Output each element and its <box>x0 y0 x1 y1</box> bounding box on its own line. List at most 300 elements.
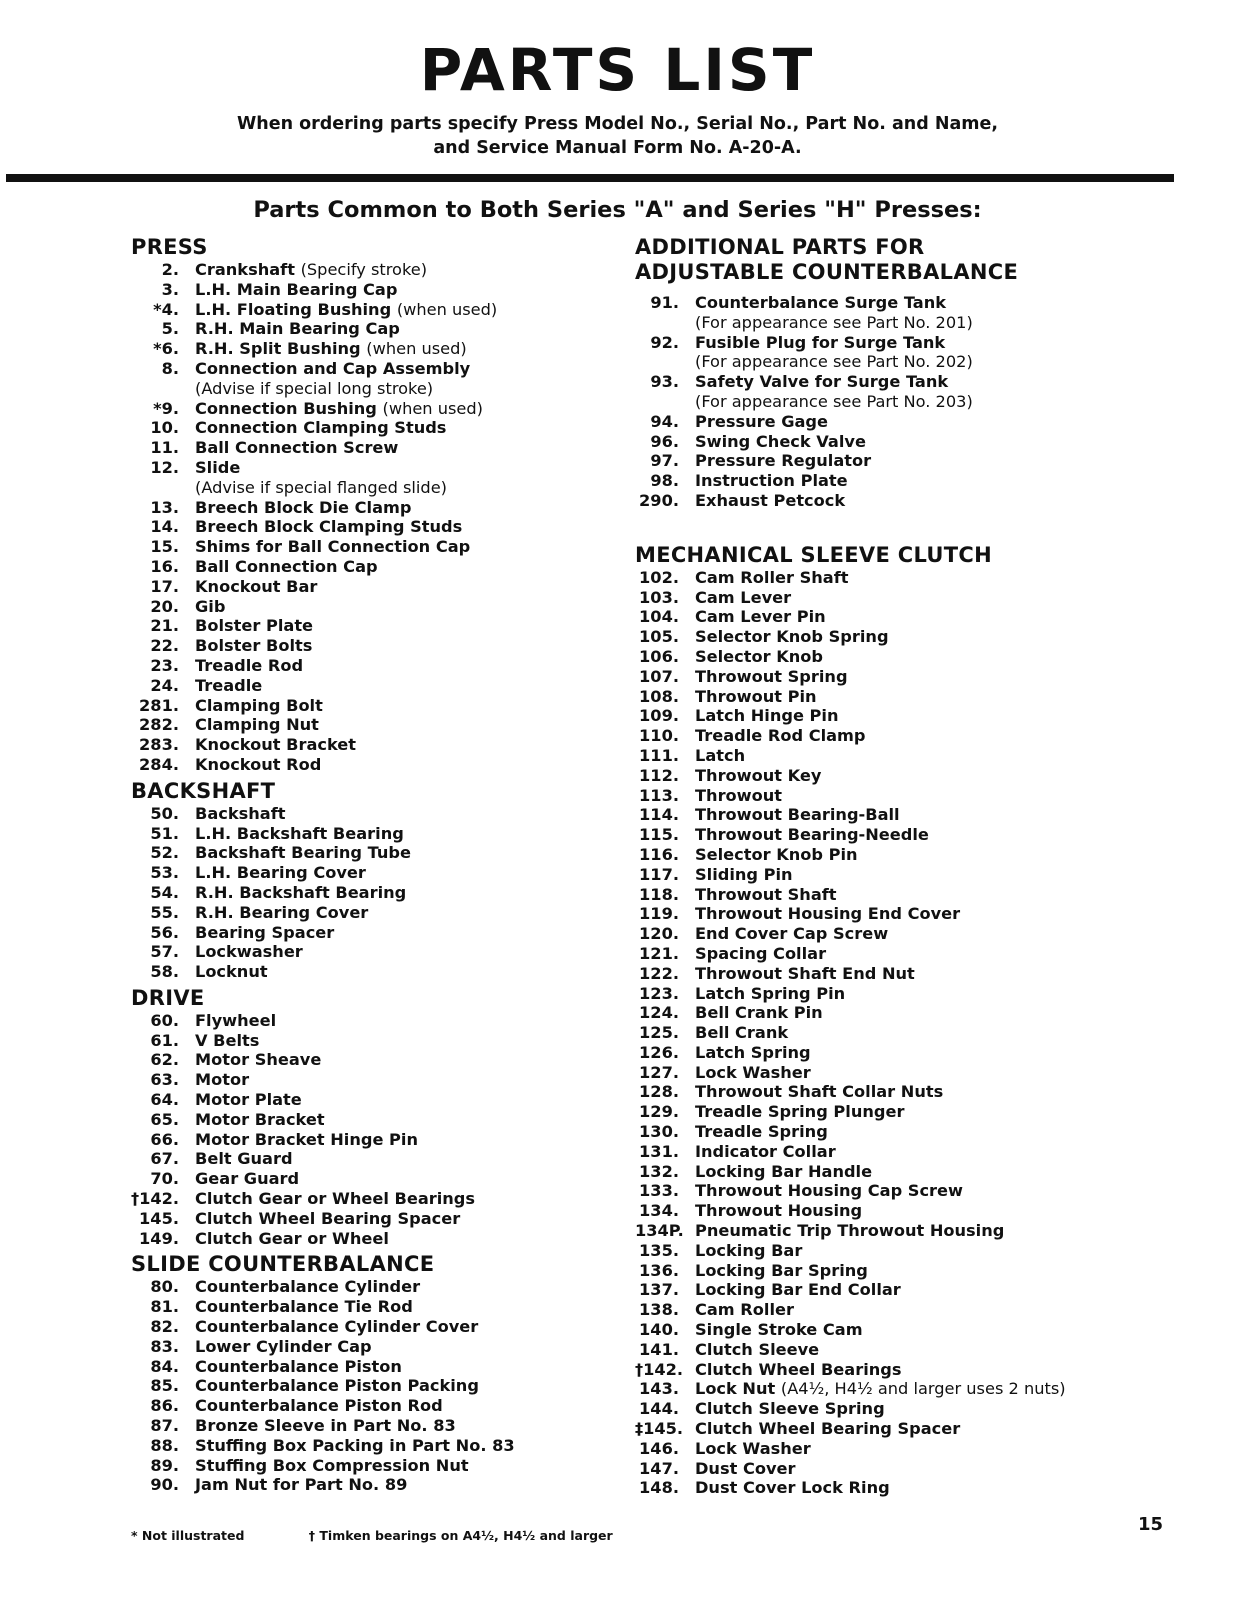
ordering-instructions-line-2: and Service Manual Form No. A-20-A. <box>433 138 802 158</box>
part-number: 126. <box>639 1042 679 1062</box>
part-name-text: Crankshaft <box>195 260 295 279</box>
part-row <box>131 1189 611 1209</box>
part-row <box>131 715 611 735</box>
part-number: 51. <box>150 823 179 843</box>
part-subnote: (For appearance see Part No. 201) <box>695 312 973 332</box>
part-name <box>679 1419 960 1439</box>
part-name <box>179 1110 325 1130</box>
part-name-text: Throwout Housing <box>695 1201 863 1221</box>
part-number: 86. <box>150 1396 179 1416</box>
part-name-text: Lockwasher <box>195 942 303 962</box>
part-number: 111. <box>639 745 679 765</box>
part-row <box>131 1436 611 1456</box>
part-name <box>179 656 303 676</box>
part-name-text: Bolster Bolts <box>195 636 313 656</box>
part-row <box>635 491 1195 511</box>
part-row <box>131 636 611 656</box>
part-name <box>679 706 839 726</box>
part-number: 14. <box>150 517 179 537</box>
part-row <box>635 845 1195 865</box>
part-number: 82. <box>150 1317 179 1337</box>
part-row <box>635 451 1195 471</box>
part-row <box>635 627 1195 647</box>
part-number: 124. <box>639 1003 679 1023</box>
section-title: ADDITIONAL PARTS FOR <box>635 235 925 259</box>
part-row <box>635 1478 1195 1498</box>
part-name <box>179 1189 475 1209</box>
part-number: 121. <box>639 943 679 963</box>
part-name-text: Ball Connection Cap <box>195 556 378 576</box>
part-name <box>179 1130 418 1150</box>
part-number: 283. <box>139 735 179 755</box>
part-row <box>131 923 611 943</box>
part-name-text: Safety Valve for Surge Tank <box>695 372 949 392</box>
part-name <box>179 517 462 537</box>
part-number: 125. <box>639 1023 679 1043</box>
part-row <box>635 333 1195 353</box>
part-number: 53. <box>150 863 179 883</box>
part-name-text: Gib <box>195 596 226 616</box>
part-number: *4. <box>153 299 179 319</box>
part-number: 123. <box>639 983 679 1003</box>
part-row <box>635 1280 1195 1300</box>
part-name <box>179 597 225 617</box>
part-row <box>131 942 611 962</box>
part-row <box>131 1209 611 1229</box>
part-name <box>179 577 317 597</box>
part-number: 60. <box>150 1010 179 1030</box>
part-number: *9. <box>153 398 179 418</box>
part-name-text: R.H. Backshaft Bearing <box>195 882 407 902</box>
part-name <box>179 923 334 943</box>
part-name-text: Counterbalance Piston Packing <box>195 1376 479 1396</box>
part-name <box>179 1011 276 1031</box>
part-name <box>179 903 368 923</box>
part-name-text: Cam Lever Pin <box>695 607 826 627</box>
part-row <box>635 746 1195 766</box>
part-name <box>179 498 411 518</box>
part-row <box>131 577 611 597</box>
part-row <box>131 517 611 537</box>
part-row <box>131 863 611 883</box>
part-name-text: Lock Washer <box>695 1438 811 1458</box>
part-number: 70. <box>150 1169 179 1189</box>
part-row <box>635 1043 1195 1063</box>
part-row <box>131 1396 611 1416</box>
part-name-text: L.H. Backshaft Bearing <box>195 823 404 843</box>
part-name <box>679 667 848 687</box>
part-name-text: Locking Bar Spring <box>695 1260 868 1280</box>
part-name-text: Locking Bar Handle <box>695 1161 873 1181</box>
part-name-text: L.H. Bearing Cover <box>195 863 366 883</box>
part-row <box>635 412 1195 432</box>
part-row <box>635 667 1195 687</box>
footnote-timken-bearings: † Timken bearings on A4½, H4½ and larger <box>308 1528 613 1543</box>
part-name-text: Counterbalance Cylinder Cover <box>195 1317 479 1337</box>
parts-section <box>131 1252 611 1495</box>
part-number: 105. <box>639 627 679 647</box>
part-name <box>679 865 793 885</box>
part-number: 66. <box>150 1129 179 1149</box>
part-name <box>179 418 446 438</box>
part-name <box>179 1229 389 1249</box>
part-name <box>179 1475 407 1495</box>
part-name <box>179 557 378 577</box>
part-number: 94. <box>650 411 679 431</box>
part-name-text: Throwout Shaft End Nut <box>695 963 915 983</box>
part-name-text: Clutch Wheel Bearing Spacer <box>195 1208 461 1228</box>
part-name <box>679 1003 823 1023</box>
part-row <box>131 1475 611 1495</box>
part-number: 92. <box>650 332 679 352</box>
part-name-text: L.H. Main Bearing Cap <box>195 279 398 299</box>
parts-section <box>635 235 1195 511</box>
part-name <box>179 1169 299 1189</box>
part-row <box>635 726 1195 746</box>
part-number: 104. <box>639 607 679 627</box>
page-title: PARTS LIST <box>419 36 816 104</box>
part-row <box>635 1162 1195 1182</box>
part-row <box>635 924 1195 944</box>
part-number: 11. <box>150 438 179 458</box>
part-name <box>679 1181 963 1201</box>
part-number: 290. <box>639 490 679 510</box>
part-name <box>179 1209 460 1229</box>
part-name <box>679 984 845 1004</box>
part-row <box>131 656 611 676</box>
parts-section <box>131 779 611 982</box>
part-name-text: Throwout Shaft <box>695 884 837 904</box>
part-name <box>679 1201 862 1221</box>
part-name <box>679 1280 901 1300</box>
part-name <box>179 1456 469 1476</box>
part-row <box>635 865 1195 885</box>
part-name <box>679 1261 868 1281</box>
parts-list <box>635 293 1195 511</box>
part-row <box>635 964 1195 984</box>
part-name <box>679 412 828 432</box>
part-name-text: Slide <box>195 457 241 477</box>
part-name-text: Shims for Ball Connection Cap <box>195 537 471 557</box>
part-name-text: Dust Cover <box>695 1458 796 1478</box>
part-row <box>635 1221 1195 1241</box>
part-name <box>679 825 929 845</box>
part-name-text: Counterbalance Piston Rod <box>195 1396 443 1416</box>
part-number: 63. <box>150 1070 179 1090</box>
part-name-text: Clutch Gear or Wheel Bearings <box>195 1189 476 1209</box>
part-name-text: R.H. Main Bearing Cap <box>195 319 400 339</box>
part-subnote: (Advise if special flanged slide) <box>195 477 447 497</box>
part-name <box>179 1031 259 1051</box>
part-row <box>131 339 611 359</box>
part-name <box>179 804 286 824</box>
part-row <box>635 607 1195 627</box>
part-number: 97. <box>650 451 679 471</box>
part-row <box>131 1456 611 1476</box>
part-number: 62. <box>150 1050 179 1070</box>
part-name-text: Belt Guard <box>195 1149 293 1169</box>
parts-list <box>131 260 611 775</box>
common-parts-heading: Parts Common to Both Series "A" and Series "H" Presses: <box>253 197 982 223</box>
part-row <box>635 1023 1195 1043</box>
part-name-text: Selector Knob <box>695 646 824 666</box>
part-number: 15. <box>150 537 179 557</box>
part-number: 96. <box>650 431 679 451</box>
part-row <box>635 1320 1195 1340</box>
part-name <box>179 1297 413 1317</box>
part-number: 80. <box>150 1277 179 1297</box>
part-note: (A4½, H4½ and larger uses 2 nuts) <box>780 1379 1066 1399</box>
part-name-text: Clamping Nut <box>195 715 319 735</box>
part-row <box>131 1050 611 1070</box>
part-name <box>679 1320 863 1340</box>
part-row <box>635 1399 1195 1419</box>
part-name <box>179 715 319 735</box>
part-row <box>635 1201 1195 1221</box>
part-name <box>179 1090 302 1110</box>
part-name-text: Pneumatic Trip Throwout Housing <box>695 1221 1005 1241</box>
part-row <box>635 766 1195 786</box>
part-name <box>679 1360 902 1380</box>
part-name <box>679 904 960 924</box>
part-number: ‡145. <box>635 1419 684 1439</box>
part-row <box>131 616 611 636</box>
part-number: 130. <box>639 1122 679 1142</box>
part-name-text: Indicator Collar <box>695 1141 836 1161</box>
part-note: (when used) <box>366 339 467 359</box>
part-name <box>179 1149 293 1169</box>
part-name-text: Lock Nut <box>695 1379 776 1399</box>
part-name-text: Bell Crank <box>695 1023 789 1043</box>
part-number: 136. <box>639 1260 679 1280</box>
part-number: 56. <box>150 922 179 942</box>
part-name <box>679 647 823 667</box>
part-name-text: Clutch Wheel Bearings <box>695 1359 902 1379</box>
part-number: 109. <box>639 706 679 726</box>
part-name <box>179 537 470 557</box>
part-number: †142. <box>635 1359 684 1379</box>
part-row <box>635 786 1195 806</box>
part-name <box>179 1277 420 1297</box>
part-name-text: L.H. Floating Bushing <box>195 299 392 319</box>
part-name <box>679 333 945 353</box>
part-number: 50. <box>150 803 179 823</box>
part-row <box>635 1360 1195 1380</box>
part-name-text: Clutch Sleeve Spring <box>695 1399 885 1419</box>
part-name-text: Treadle Rod <box>195 655 304 675</box>
part-row <box>131 676 611 696</box>
part-row <box>635 1181 1195 1201</box>
part-number: 135. <box>639 1240 679 1260</box>
part-name-text: Selector Knob Pin <box>695 844 858 864</box>
part-name-text: Motor <box>195 1070 250 1090</box>
part-name-text: Clutch Gear or Wheel <box>195 1228 389 1248</box>
part-row <box>131 498 611 518</box>
part-name <box>179 843 411 863</box>
part-name <box>179 1050 321 1070</box>
part-row <box>635 1459 1195 1479</box>
part-row <box>131 1149 611 1169</box>
part-number: 10. <box>150 418 179 438</box>
parts-list <box>131 1011 611 1249</box>
part-row <box>635 1142 1195 1162</box>
part-number: 117. <box>639 864 679 884</box>
part-name-text: Throwout Bearing-Needle <box>695 825 929 845</box>
part-subnote: (For appearance see Part No. 202) <box>695 352 973 372</box>
parts-section <box>131 986 611 1249</box>
part-name-text: Swing Check Valve <box>695 431 866 451</box>
part-row <box>131 597 611 617</box>
part-number: 2. <box>161 260 179 279</box>
part-number: 65. <box>150 1109 179 1129</box>
section-title: MECHANICAL SLEEVE CLUTCH <box>635 542 992 567</box>
part-name-text: Fusible Plug for Surge Tank <box>695 332 946 352</box>
part-name-text: Breech Block Clamping Studs <box>195 517 463 537</box>
part-number: 20. <box>150 596 179 616</box>
header-divider <box>6 174 1174 182</box>
part-name <box>679 568 848 588</box>
part-name-text: Throwout Housing End Cover <box>695 904 961 924</box>
part-name-text: End Cover Cap Screw <box>695 924 889 944</box>
part-name-text: Counterbalance Surge Tank <box>695 293 946 312</box>
part-name-text: Connection and Cap Assembly <box>195 358 471 378</box>
section-title: BACKSHAFT <box>131 778 276 803</box>
part-number: 23. <box>150 655 179 675</box>
part-name-text: Latch <box>695 745 746 765</box>
parts-section <box>635 543 1195 1498</box>
part-number: 102. <box>639 567 679 587</box>
left-parts-column <box>131 235 611 1495</box>
part-row <box>635 706 1195 726</box>
part-name-text: Treadle Rod Clamp <box>695 726 866 746</box>
part-row <box>131 418 611 438</box>
part-name-text: Cam Roller Shaft <box>695 567 849 587</box>
part-name <box>179 863 366 883</box>
part-name-text: Single Stroke Cam <box>695 1320 863 1340</box>
part-number: 22. <box>150 636 179 656</box>
part-name <box>179 1436 515 1456</box>
part-name-text: Sliding Pin <box>695 864 793 884</box>
part-name-text: Backshaft <box>195 803 286 823</box>
footnote-not-illustrated: * Not illustrated <box>131 1528 245 1543</box>
part-number: 118. <box>639 884 679 904</box>
part-name-text: Throwout Shaft Collar Nuts <box>695 1082 944 1102</box>
part-row <box>635 372 1195 392</box>
part-name-text: Latch Spring <box>695 1042 811 1062</box>
part-name <box>679 1340 819 1360</box>
part-number: 106. <box>639 646 679 666</box>
part-name-text: Connection Clamping Studs <box>195 418 447 438</box>
part-number: 122. <box>639 963 679 983</box>
section-title: PRESS <box>131 235 208 259</box>
part-row <box>131 1357 611 1377</box>
part-number: 115. <box>639 825 679 845</box>
part-row <box>635 1379 1195 1399</box>
part-number: 144. <box>639 1399 679 1419</box>
part-number: 61. <box>150 1030 179 1050</box>
part-row <box>635 687 1195 707</box>
part-number: 55. <box>150 902 179 922</box>
part-name <box>679 451 871 471</box>
part-name-text: Knockout Rod <box>195 754 322 774</box>
part-name <box>179 280 397 300</box>
right-parts-column <box>635 235 1195 1498</box>
part-number: 13. <box>150 497 179 517</box>
part-name <box>679 1300 794 1320</box>
part-name-text: Connection Bushing <box>195 398 377 418</box>
part-row <box>131 1297 611 1317</box>
part-row <box>131 843 611 863</box>
part-row <box>131 557 611 577</box>
part-row <box>635 1300 1195 1320</box>
part-name-text: Pressure Gage <box>695 411 828 431</box>
part-name <box>179 735 356 755</box>
part-row <box>131 1011 611 1031</box>
part-row <box>635 805 1195 825</box>
part-row <box>131 280 611 300</box>
part-number: 143. <box>639 1379 679 1399</box>
part-name <box>679 1241 802 1261</box>
part-row <box>131 755 611 775</box>
part-row <box>635 471 1195 491</box>
part-name-text: Gear Guard <box>195 1169 300 1189</box>
part-name-text: Throwout Spring <box>695 666 848 686</box>
part-row <box>635 944 1195 964</box>
part-row <box>635 293 1195 313</box>
part-row <box>635 1122 1195 1142</box>
part-name <box>679 944 826 964</box>
part-row <box>131 1169 611 1189</box>
part-number: 12. <box>150 457 179 477</box>
part-number: 64. <box>150 1090 179 1110</box>
part-subnote: (Advise if special long stroke) <box>195 378 434 398</box>
part-row <box>635 1063 1195 1083</box>
part-number: 83. <box>150 1336 179 1356</box>
part-number: 98. <box>650 471 679 491</box>
part-name <box>679 1023 788 1043</box>
part-number: 116. <box>639 844 679 864</box>
part-name <box>679 588 791 608</box>
part-row <box>635 904 1195 924</box>
part-row <box>635 825 1195 845</box>
part-row <box>635 1340 1195 1360</box>
page-number: 15 <box>1138 1514 1164 1535</box>
part-name <box>179 260 427 280</box>
part-name-text: Exhaust Petcock <box>695 490 846 510</box>
part-row <box>635 1003 1195 1023</box>
part-number: 131. <box>639 1141 679 1161</box>
footnotes <box>131 1528 673 1543</box>
part-name-text: Latch Spring Pin <box>695 983 846 1003</box>
ordering-instructions <box>0 112 1235 160</box>
part-name <box>679 687 817 707</box>
part-name <box>179 359 470 379</box>
part-row <box>131 458 611 478</box>
part-name <box>679 1478 890 1498</box>
part-name-text: Treadle Spring Plunger <box>695 1102 905 1122</box>
part-name <box>179 438 398 458</box>
part-number: 54. <box>150 882 179 902</box>
part-number: 112. <box>639 765 679 785</box>
part-number: 88. <box>150 1435 179 1455</box>
part-row <box>131 1337 611 1357</box>
part-name-text: Bearing Spacer <box>195 922 335 942</box>
part-name-text: Knockout Bar <box>195 576 318 596</box>
part-row <box>131 1130 611 1150</box>
part-name-text: Breech Block Die Clamp <box>195 497 412 517</box>
part-name <box>679 786 782 806</box>
part-name <box>679 1399 885 1419</box>
